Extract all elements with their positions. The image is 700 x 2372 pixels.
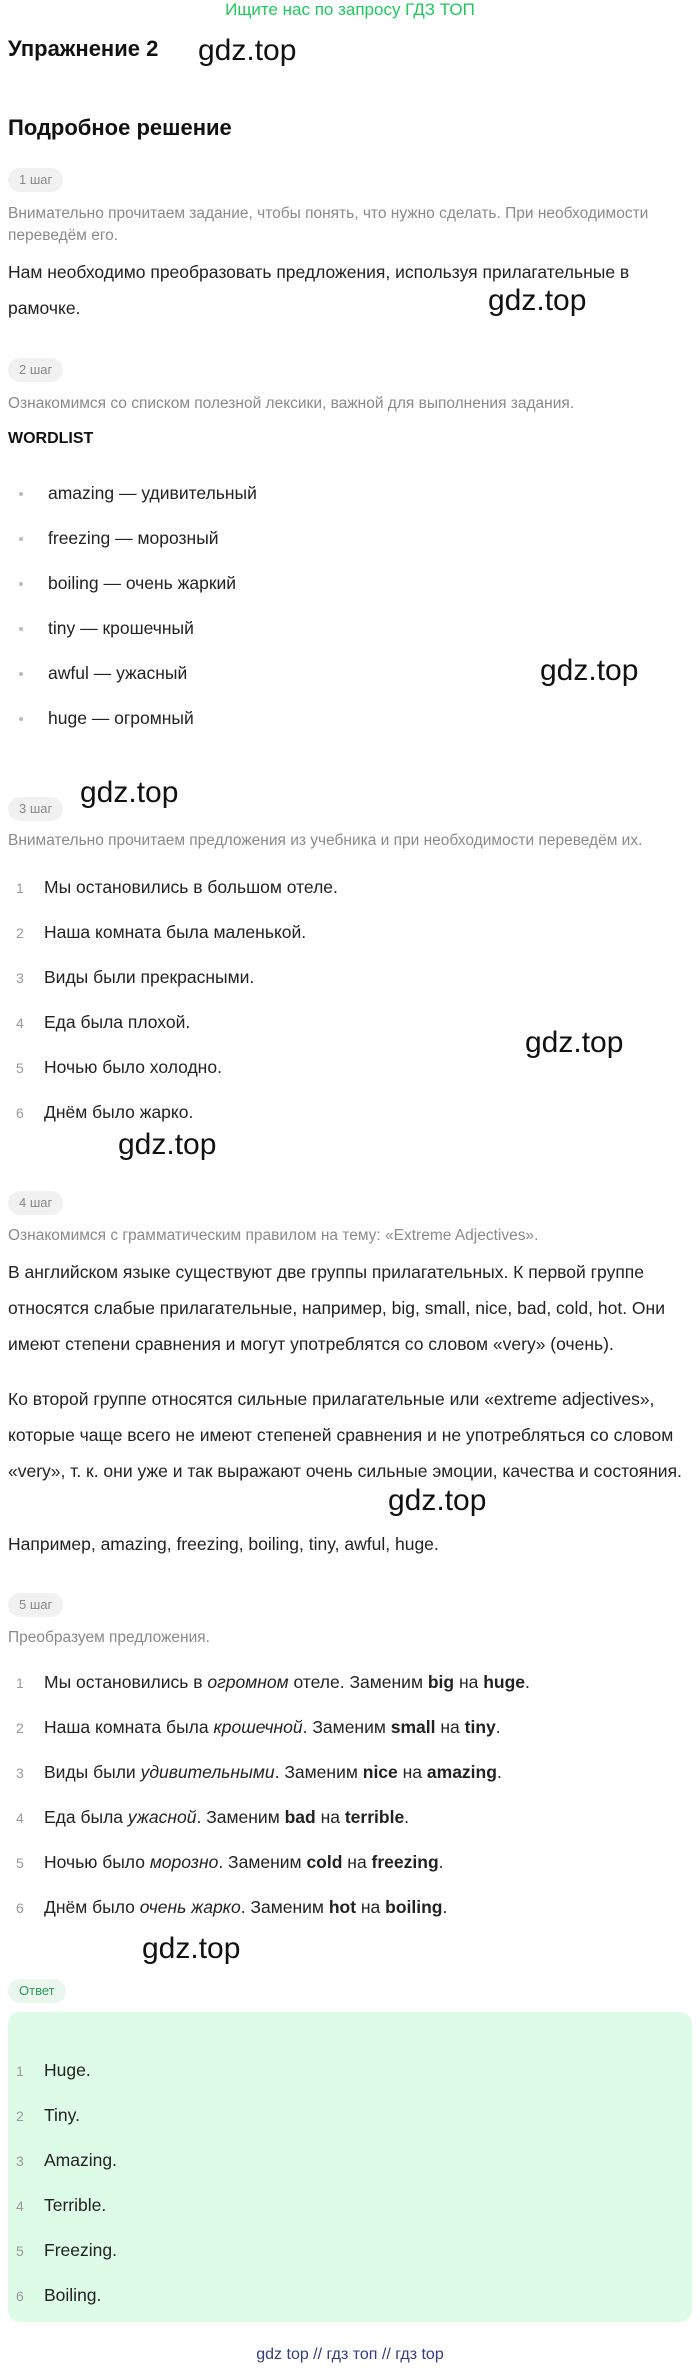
step-badge: 5 шаг: [8, 1593, 63, 1617]
footer-separator: //: [377, 2346, 396, 2363]
promo-banner: Ищите нас по запросу ГДЗ ТОП: [225, 0, 475, 19]
list-item: 2 Наша комната была маленькой.: [16, 922, 307, 942]
watermark: gdz.top: [540, 654, 639, 687]
sentence-list: [16, 865, 676, 1135]
watermark: gdz.top: [80, 776, 179, 809]
step-badge: 4 шаг: [8, 1191, 63, 1215]
list-item: 6 Днём было очень жарко. Заменим hot на boiling.: [16, 1897, 448, 1917]
footer-separator: //: [308, 2346, 327, 2363]
list-item: 2 Наша комната была крошечной. Заменим small на tiny.: [16, 1717, 501, 1737]
list-item: 4 Еда была ужасной. Заменим bad на terrible.: [16, 1807, 410, 1827]
list-item: 5 Ночью было холодно.: [16, 1057, 222, 1077]
list-item: 6 Днём было жарко.: [16, 1102, 194, 1122]
step-description: Внимательно прочитаем задание, чтобы понять, что нужно сделать. При необходимости переведём его.: [8, 205, 649, 244]
transformed-sentence-list: [16, 1660, 676, 1930]
step-description: Внимательно прочитаем предложения из учебника и при необходимости переведём их.: [8, 832, 643, 849]
watermark: gdz.top: [488, 284, 587, 317]
list-item: 5 Ночью было морозно. Заменим cold на freezing.: [16, 1852, 444, 1872]
list-item: 4 Еда была плохой.: [16, 1012, 191, 1032]
step-badge: 2 шаг: [8, 358, 63, 382]
step-description: Преобразуем предложения.: [8, 1629, 210, 1646]
step-description: Ознакомимся со списком полезной лексики, важной для выполнения задания.: [8, 395, 575, 412]
list-item: 3 Amazing.: [16, 2150, 117, 2170]
watermark: gdz.top: [118, 1128, 217, 1161]
list-item: freezing — морозный: [16, 516, 676, 561]
footer-links: [0, 2346, 700, 2364]
list-item: tiny — крошечный: [16, 606, 676, 651]
watermark: gdz.top: [525, 1026, 624, 1059]
paragraph: Например, amazing, freezing, boiling, tiny, awful, huge.: [8, 1534, 439, 1554]
list-item: 1 Мы остановились в большом отеле.: [16, 877, 338, 897]
answer-badge: Ответ: [8, 1979, 66, 2003]
step-badge: 3 шаг: [8, 797, 63, 821]
list-item: awful — ужасный: [16, 651, 676, 696]
solution-heading: Подробное решение: [8, 115, 232, 140]
paragraph: Ко второй группе относятся сильные прилагательные или «extreme adjectives», которые чаще всего не имеют степеней сравнения и не употребляться со словом «very», т. к. они уже и так выражают очень сильные эмоции, качества и состояния.: [8, 1389, 682, 1481]
list-item: huge — огромный: [16, 696, 676, 741]
step-text: Нам необходимо преобразовать предложения, используя прилагательные в рамочке.: [8, 262, 630, 318]
list-item: 2 Tiny.: [16, 2105, 80, 2125]
footer-link[interactable]: гдз top: [395, 2346, 444, 2363]
list-item: 1 Huge.: [16, 2060, 91, 2080]
list-item: boiling — очень жаркий: [16, 561, 676, 606]
paragraph: В английском языке существуют две группы прилагательных. К первой группе относятся слабые прилагательные, например, big, small, nice, bad, cold, hot. Они имеют степени сравнения и могут употреблятся со словом «very» (очень).: [8, 1262, 665, 1354]
watermark: gdz.top: [198, 34, 297, 67]
watermark: gdz.top: [388, 1484, 487, 1517]
exercise-title: Упражнение 2: [8, 36, 159, 61]
watermark: gdz.top: [142, 1932, 241, 1965]
wordlist: [16, 471, 676, 741]
list-item: 6 Boiling.: [16, 2285, 102, 2305]
list-item: 1 Мы остановились в огромном отеле. Заменим big на huge.: [16, 1672, 530, 1692]
list-item: 3 Виды были прекрасными.: [16, 967, 255, 987]
list-item: 3 Виды были удивительными. Заменим nice на amazing.: [16, 1762, 502, 1782]
footer-link[interactable]: gdz top: [256, 2346, 309, 2363]
list-item: 5 Freezing.: [16, 2240, 117, 2260]
wordlist-title: WORDLIST: [8, 430, 94, 447]
step-badge: 1 шаг: [8, 168, 63, 192]
step-description: Ознакомимся с грамматическим правилом на тему: «Extreme Adjectives».: [8, 1227, 539, 1244]
footer-link[interactable]: гдз топ: [326, 2346, 378, 2363]
list-item: amazing — удивительный: [16, 471, 676, 516]
list-item: 4 Terrible.: [16, 2195, 107, 2215]
answer-list: [16, 2048, 676, 2318]
